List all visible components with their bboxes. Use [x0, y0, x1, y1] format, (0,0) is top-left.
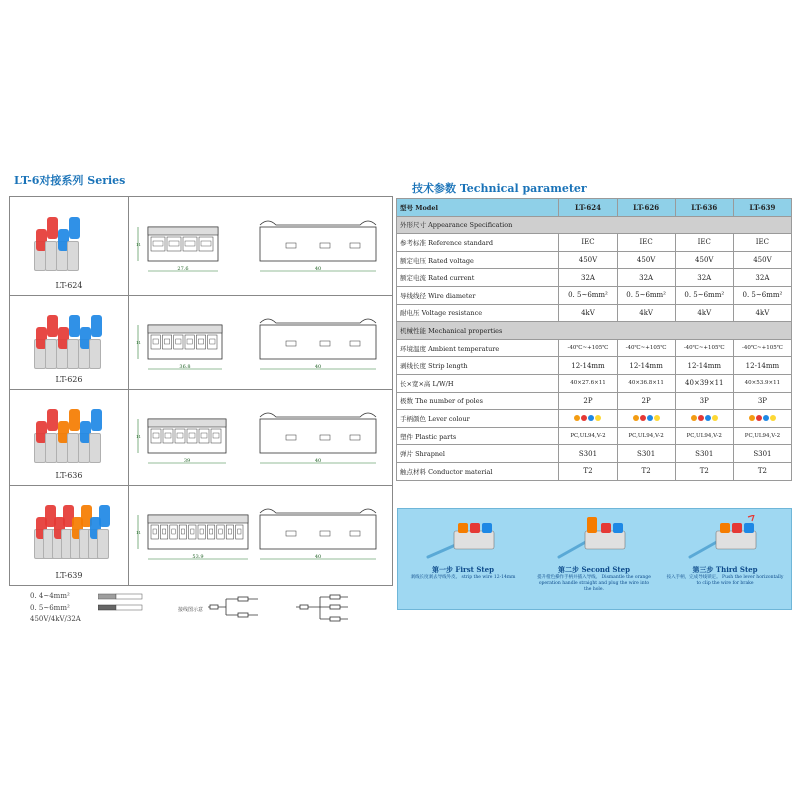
product-row — [10, 389, 392, 486]
side-length-dimension: 40 — [314, 458, 322, 464]
table-cell: -40℃~+105℃ — [559, 339, 617, 357]
product-photo-cell — [10, 295, 129, 389]
table-cell: 32A — [733, 269, 791, 287]
wire-spec-3: 450V/4kV/32A — [30, 615, 81, 623]
connector-step-icon — [688, 515, 762, 561]
table-header-label: 型号 Model — [397, 199, 559, 217]
front-width-dimension: 27.6 — [177, 266, 189, 272]
table-cell: -40℃~+105℃ — [733, 339, 791, 357]
colour-dot — [770, 415, 776, 421]
model-column-header: LT-639 — [733, 199, 791, 217]
table-cell: 0. 5~6mm² — [675, 286, 733, 304]
table-row — [397, 462, 792, 480]
height-dimension: 11 — [136, 242, 142, 247]
table-cell: 450V — [617, 251, 675, 269]
table-cell: S301 — [559, 445, 617, 463]
table-cell: PC,UL94,V-2 — [617, 427, 675, 445]
installation-step — [660, 509, 790, 609]
table-cell: 3P — [675, 392, 733, 410]
colour-dot — [574, 415, 580, 421]
colour-dot — [633, 415, 639, 421]
colour-dot — [698, 415, 704, 421]
table-cell: 12-14mm — [675, 357, 733, 375]
front-width-dimension: 39 — [183, 458, 191, 464]
table-row — [397, 304, 792, 322]
table-row-label: 参考标准 Reference standard — [397, 234, 559, 252]
product-row — [10, 197, 392, 296]
table-row-label: 触点材料 Conductor material — [397, 462, 559, 480]
table-cell: PC,UL94,V-2 — [559, 427, 617, 445]
table-cell: T2 — [559, 462, 617, 480]
colour-dot — [705, 415, 711, 421]
lever-colour-swatches — [733, 410, 791, 428]
table-cell: 3P — [733, 392, 791, 410]
table-cell: 450V — [733, 251, 791, 269]
table-cell: 2P — [559, 392, 617, 410]
step-description: 提升橙色操作手柄并插入导线。 Dismantle the orange operation handle straight and plug the wire into the hole. — [537, 575, 651, 592]
table-row-label: 额定电流 Rated current — [397, 269, 559, 287]
table-row-label: 环境温度 Ambient temperature — [397, 339, 559, 357]
table-row-label: 塑件 Plastic parts — [397, 427, 559, 445]
connector-step-icon — [557, 515, 631, 561]
table-cell: 450V — [675, 251, 733, 269]
table-row — [397, 216, 792, 234]
product-label: LT-626 — [55, 375, 83, 384]
table-cell: 4kV — [559, 304, 617, 322]
installation-steps-panel — [397, 508, 792, 610]
colour-dot — [756, 415, 762, 421]
table-cell: IEC — [675, 234, 733, 252]
table-row — [397, 445, 792, 463]
table-cell: IEC — [733, 234, 791, 252]
table-cell: 4kV — [617, 304, 675, 322]
installation-step — [398, 509, 528, 609]
table-row-label: 极数 The number of poles — [397, 392, 559, 410]
table-row — [397, 286, 792, 304]
table-cell: IEC — [617, 234, 675, 252]
table-row — [397, 339, 792, 357]
table-row-label: 额定电压 Rated voltage — [397, 251, 559, 269]
table-row — [397, 410, 792, 428]
product-panel — [9, 196, 393, 586]
dimension-drawing — [132, 391, 392, 483]
product-photo-cell — [10, 197, 129, 295]
table-cell: 40×27.6×11 — [559, 374, 617, 392]
wire-spec-2: 0. 5~6mm² — [30, 604, 70, 612]
table-cell: 12-14mm — [559, 357, 617, 375]
table-cell: 2P — [617, 392, 675, 410]
table-cell: 0. 5~6mm² — [733, 286, 791, 304]
table-cell: PC,UL94,V-2 — [733, 427, 791, 445]
table-cell: 40×39×11 — [675, 374, 733, 392]
table-row-label: 弹片 Shrapnel — [397, 445, 559, 463]
table-row — [397, 322, 792, 340]
front-width-dimension: 53.9 — [192, 554, 204, 560]
installation-step — [529, 509, 659, 609]
lever-colour-swatches — [675, 410, 733, 428]
technical-parameter-title: 技术参数 Technical parameter — [412, 182, 587, 195]
dimension-drawing — [132, 297, 392, 387]
step-description: 按入手柄，完成导线锁定。 Push the lever horizontally to clip the wire for brake — [666, 575, 784, 586]
table-cell: 32A — [617, 269, 675, 287]
colour-dot — [763, 415, 769, 421]
table-cell: T2 — [733, 462, 791, 480]
table-cell: 40×53.9×11 — [733, 374, 791, 392]
table-row-label: 手柄颜色 Lever colour — [397, 410, 559, 428]
table-cell: 0. 5~6mm² — [617, 286, 675, 304]
product-row — [10, 485, 392, 585]
table-cell: IEC — [559, 234, 617, 252]
table-section-label: 机械性能 Mechanical properties — [397, 322, 792, 340]
table-cell: 12-14mm — [733, 357, 791, 375]
table-header-row — [397, 199, 792, 217]
height-dimension: 11 — [136, 340, 142, 345]
step-title: 第三步 Third Step — [692, 565, 758, 574]
model-column-header: LT-626 — [617, 199, 675, 217]
colour-dot — [712, 415, 718, 421]
height-dimension: 11 — [136, 434, 142, 439]
product-label: LT-624 — [55, 281, 83, 290]
product-label: LT-636 — [55, 471, 83, 480]
table-row — [397, 427, 792, 445]
table-cell: 32A — [675, 269, 733, 287]
colour-dot — [647, 415, 653, 421]
colour-dot — [654, 415, 660, 421]
wire-illustration — [98, 592, 144, 614]
height-dimension: 11 — [136, 530, 142, 535]
table-cell: PC,UL94,V-2 — [675, 427, 733, 445]
table-row — [397, 374, 792, 392]
colour-dot — [588, 415, 594, 421]
table-cell: T2 — [617, 462, 675, 480]
table-row — [397, 234, 792, 252]
table-row — [397, 269, 792, 287]
table-row-label: 长×宽×高 L/W/H — [397, 374, 559, 392]
lever-colour-swatches — [559, 410, 617, 428]
colour-dot — [640, 415, 646, 421]
product-label: LT-639 — [55, 571, 83, 580]
dimension-drawing — [132, 487, 392, 583]
colour-dot — [749, 415, 755, 421]
model-column-header: LT-636 — [675, 199, 733, 217]
table-cell: S301 — [675, 445, 733, 463]
product-photo-cell — [10, 485, 129, 585]
table-section-label: 外形尺寸 Appearance Specification — [397, 216, 792, 234]
table-cell: 0. 5~6mm² — [559, 286, 617, 304]
model-column-header: LT-624 — [559, 199, 617, 217]
table-cell: 40×36.8×11 — [617, 374, 675, 392]
table-cell: -40℃~+105℃ — [675, 339, 733, 357]
table-cell: 12-14mm — [617, 357, 675, 375]
step-title: 第二步 Second Step — [558, 565, 630, 574]
colour-dot — [581, 415, 587, 421]
table-row-label: 耐电压 Voltage resistance — [397, 304, 559, 322]
wiring-diagram — [208, 594, 378, 624]
table-cell: T2 — [675, 462, 733, 480]
table-cell: S301 — [617, 445, 675, 463]
wire-spec-1: 0. 4~4mm² — [30, 592, 70, 600]
table-row — [397, 251, 792, 269]
table-row — [397, 357, 792, 375]
dimension-drawing — [132, 199, 392, 293]
product-photo-cell — [10, 389, 129, 485]
table-cell: 32A — [559, 269, 617, 287]
table-cell: S301 — [733, 445, 791, 463]
table-row-label: 导线线径 Wire diameter — [397, 286, 559, 304]
table-cell: -40℃~+105℃ — [617, 339, 675, 357]
lever-colour-swatches — [617, 410, 675, 428]
connector-step-icon — [426, 515, 500, 561]
table-cell: 4kV — [675, 304, 733, 322]
step-description: 剥线长度剥去导线外皮。 strip the wire 12-14mm — [410, 575, 516, 580]
technical-parameter-table — [396, 198, 792, 481]
table-cell: 450V — [559, 251, 617, 269]
series-title: LT-6对接系列 Series — [14, 174, 126, 187]
front-width-dimension: 36.8 — [179, 364, 191, 370]
colour-dot — [595, 415, 601, 421]
table-cell: 4kV — [733, 304, 791, 322]
step-title: 第一步 First Step — [431, 565, 494, 574]
side-length-dimension: 40 — [314, 266, 322, 272]
colour-dot — [691, 415, 697, 421]
table-row — [397, 392, 792, 410]
side-length-dimension: 40 — [314, 364, 322, 370]
wiring-diagram-label: 接线图示意 — [178, 607, 204, 613]
side-length-dimension: 40 — [314, 554, 322, 560]
product-row — [10, 295, 392, 390]
table-row-label: 剥线长度 Strip length — [397, 357, 559, 375]
